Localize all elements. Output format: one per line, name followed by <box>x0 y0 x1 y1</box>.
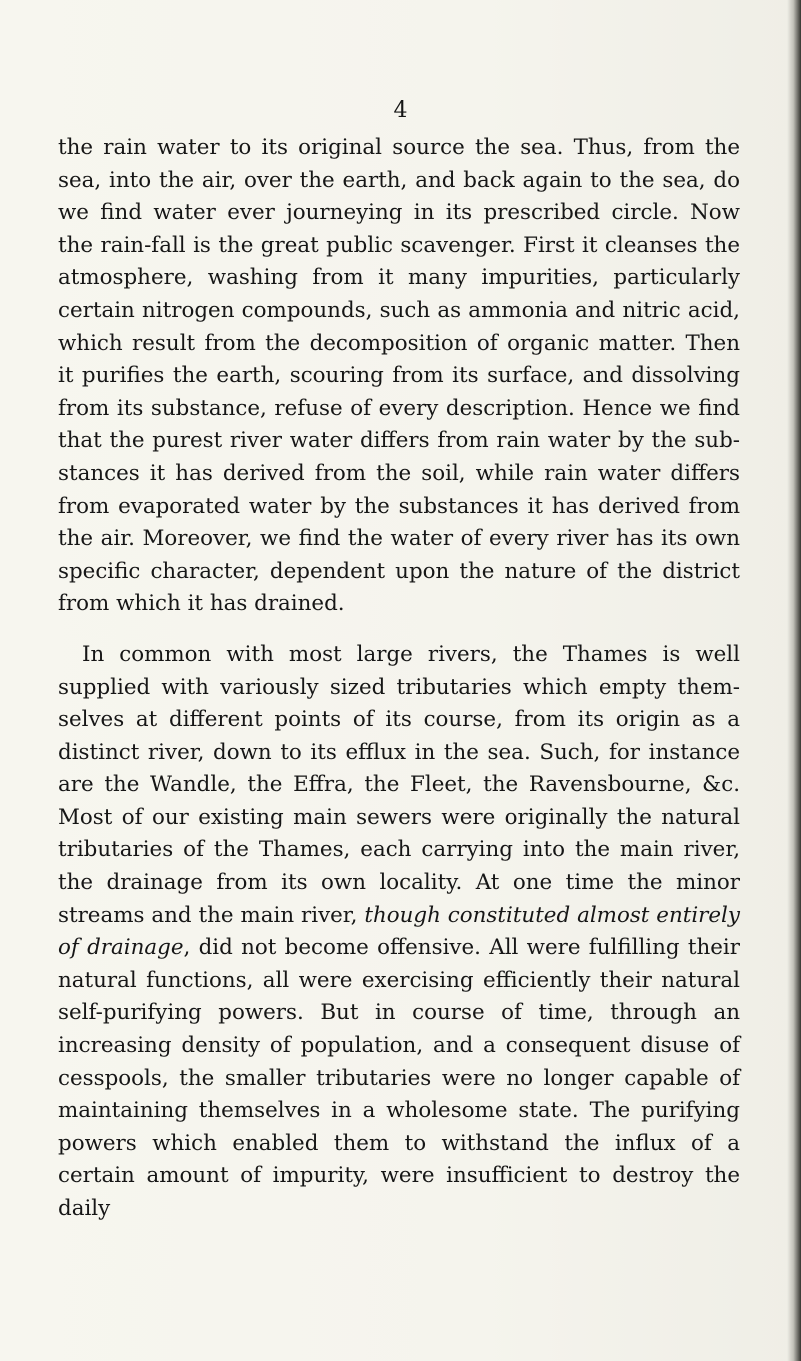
italic-phrase: though constituted almost entirely of drainage <box>58 902 740 961</box>
paragraph-2-text-end: , did not become offensive. All were fulfilling their natural functions, all were exercising efficiently their natural self-purifying powers. But in course of time, through an increasing density of population, and a consequent disuse of cesspools, the smaller tributaries were no longer capable of maintaining themselves in a wholesome state. The purifying powers which enabled them to withstand the influx of a certain amount of impurity, were insufficient to destroy the daily <box>58 935 740 1221</box>
page-number: 4 <box>393 98 408 123</box>
body-text <box>58 132 740 1226</box>
paragraph-2 <box>58 639 740 1226</box>
paragraph-2-text-start: In common with most large rivers, the Thames is well supplied with variously sized tributaries which empty them-selves at different points of its course, from its origin as a distinct river, down to its efflux in the sea. Such, for instance are the Wandle, the Effra, the Fleet, the Ravensbourne, &c. Most of our existing main sewers were originally the natural tributaries of the Thames, each carrying into the main river, the drainage from its own locality. At one time the minor streams and the main river, <box>58 641 740 928</box>
paragraph-1: the rain water to its original source the sea. Thus, from the sea, into the air, over the earth, and back again to the sea, do we find water ever journeying in its prescribed circle. Now the rain-fall is the great public scavenger. First it cleanses the atmosphere, washing from it many impurities, particularly certain nitrogen compounds, such as ammonia and nitric acid, which result from the decomposition of organic matter. Then it purifies the earth, scouring from its surface, and dissolving from its substance, refuse of every description. Hence we find that the purest river water differs from rain water by the sub-stances it has derived from the soil, while rain water differs from evaporated water by the substances it has derived from the air. Moreover, we find the water of every river has its own specific character, dependent upon the nature of the district from which it has drained. <box>58 135 740 617</box>
page-edge-shadow <box>787 0 801 1361</box>
